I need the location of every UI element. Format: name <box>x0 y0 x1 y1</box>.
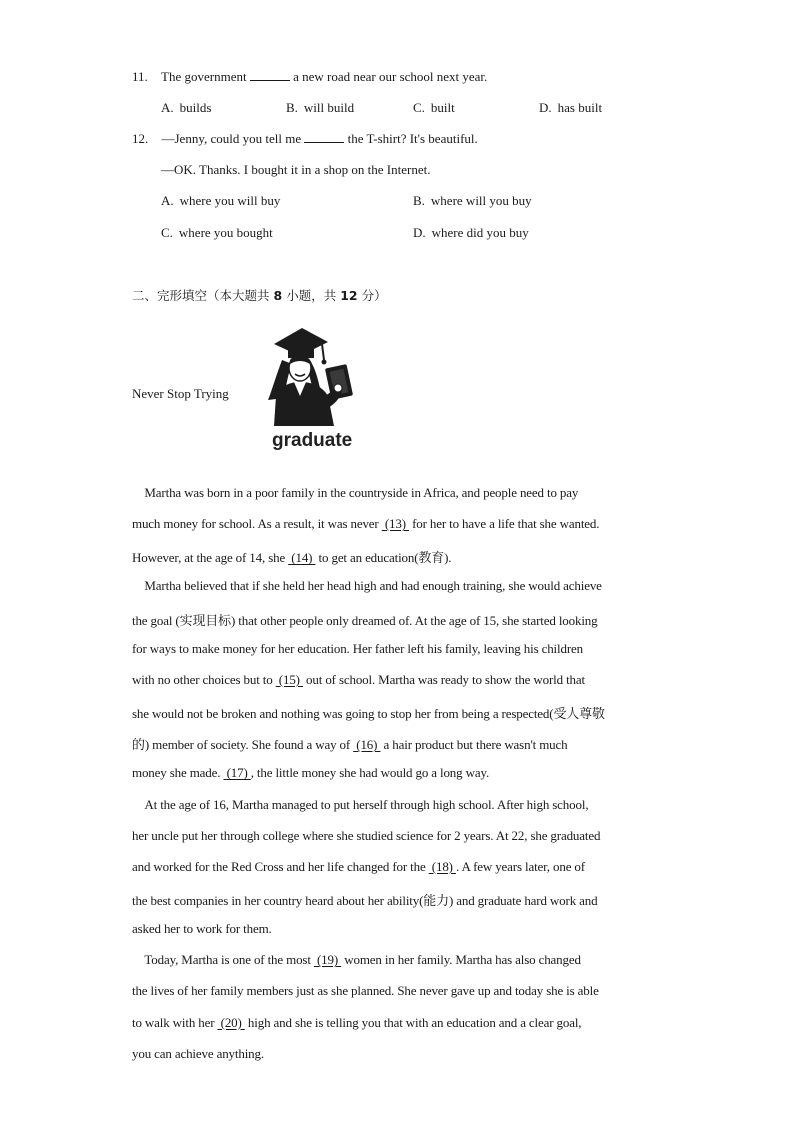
option-d: D. has built <box>539 100 603 115</box>
passage-text: money she made. <box>132 765 224 781</box>
passage-text: . A few years later, one of <box>455 858 585 874</box>
passage-text: she would not be broken and nothing was going to stop her from being a respected(受人尊敬 <box>132 706 605 722</box>
passage-text: , the little money she had would go a long way. <box>250 765 490 781</box>
option-c: C. built <box>413 100 455 115</box>
cloze-blank: (16) <box>353 737 381 753</box>
passage-line <box>132 578 602 594</box>
question-stem: —Jenny, could you tell me the T-shirt? It's beautiful. <box>161 131 478 146</box>
passage-text: Martha was born in a poor family in the countryside in Africa, and people need to pay <box>132 485 579 500</box>
cloze-blank: (15) <box>275 671 303 687</box>
question-dialog-line: —OK. Thanks. I bought it in a shop on the Internet. <box>161 162 431 177</box>
passage-text: the lives of her family members just as she planned. She never gave up and today she is able <box>132 983 599 999</box>
passage-text: you can achieve anything. <box>132 1045 264 1061</box>
passage-line <box>132 610 598 629</box>
passage-line <box>132 952 581 968</box>
section-heading: 二、完形填空（本大题共 8 小题，共 12 分） <box>132 288 387 303</box>
passage-text: to walk with her <box>132 1014 218 1030</box>
passage-line <box>132 703 605 722</box>
passage-line <box>132 890 597 909</box>
passage-text: Today, Martha is one of the most <box>132 952 314 968</box>
passage-line <box>132 516 599 532</box>
passage-text: a hair product but there wasn't much <box>380 737 568 753</box>
passage-line <box>132 672 585 688</box>
graduate-icon <box>262 326 362 426</box>
passage-text: asked her to work for them. <box>132 921 272 937</box>
question-stem: The government a new road near our school next year. <box>161 69 488 84</box>
cloze-blank: (17) <box>223 765 251 781</box>
passage-line <box>132 797 588 813</box>
passage-line <box>132 983 599 999</box>
passage-text: At the age of 16, Martha managed to put herself through high school. After high school, <box>132 796 589 812</box>
option-d: D. where did you buy <box>413 225 529 240</box>
passage-text: much money for school. As a result, it was never <box>132 516 382 532</box>
passage-text: women in her family. Martha has also changed <box>341 952 581 968</box>
question-11 <box>132 69 487 85</box>
question-number: 12. <box>132 131 149 146</box>
graduate-illustration <box>262 326 362 426</box>
passage-text: and worked for the Red Cross and her life changed for the <box>132 858 429 874</box>
option-a: A. where you will buy <box>161 193 281 208</box>
passage-text: for her to have a life that she wanted. <box>408 516 600 532</box>
passage-line <box>132 921 272 937</box>
passage-line <box>132 485 578 501</box>
passage-text: However, at the age of 14, she <box>132 550 289 566</box>
passage-text: high and she is telling you that with an education and a clear goal, <box>244 1014 582 1030</box>
passage-line <box>132 734 567 753</box>
option-b: B. will build <box>286 100 355 115</box>
passage-text: with no other choices but to <box>132 671 276 687</box>
answer-blank <box>304 132 344 143</box>
cloze-blank: (19) <box>313 952 342 968</box>
passage-text: the goal (实现目标) that other people only dreamed of. At the age of 15, she started looking <box>132 612 598 628</box>
passage-line <box>132 765 489 781</box>
passage-text: 的) member of society. She found a way of <box>132 737 354 753</box>
answer-blank <box>250 70 290 81</box>
option-b: B. where will you buy <box>413 193 532 208</box>
passage-line <box>132 1015 581 1031</box>
cloze-blank: (20) <box>217 1014 245 1030</box>
passage-line <box>132 641 583 657</box>
passage-text: Martha believed that if she held her head high and had enough training, she would achieve <box>132 578 602 594</box>
passage-line <box>132 1046 264 1062</box>
passage-text: out of school. Martha was ready to show the world that <box>302 671 585 687</box>
passage-text: to get an education(教育). <box>315 550 452 566</box>
question-12 <box>132 131 478 147</box>
passage-text: the best companies in her country heard about her ability(能力) and graduate hard work and <box>132 892 598 908</box>
option-a: A. builds <box>161 100 212 115</box>
cloze-blank: (13) <box>381 516 409 532</box>
cloze-blank: (18) <box>428 858 456 874</box>
passage-text: for ways to make money for her education. Her father left his family, leaving his children <box>132 640 583 656</box>
passage-line <box>132 547 451 566</box>
passage-text: her uncle put her through college where she studied science for 2 years. At 22, she graduated <box>132 827 601 843</box>
option-c: C. where you bought <box>161 225 273 240</box>
passage-line <box>132 828 600 844</box>
question-number: 11. <box>132 69 148 84</box>
passage-title: Never Stop Trying <box>132 386 229 401</box>
illustration-label: graduate <box>272 430 353 451</box>
cloze-blank: (14) <box>288 550 316 566</box>
passage-line <box>132 859 585 875</box>
